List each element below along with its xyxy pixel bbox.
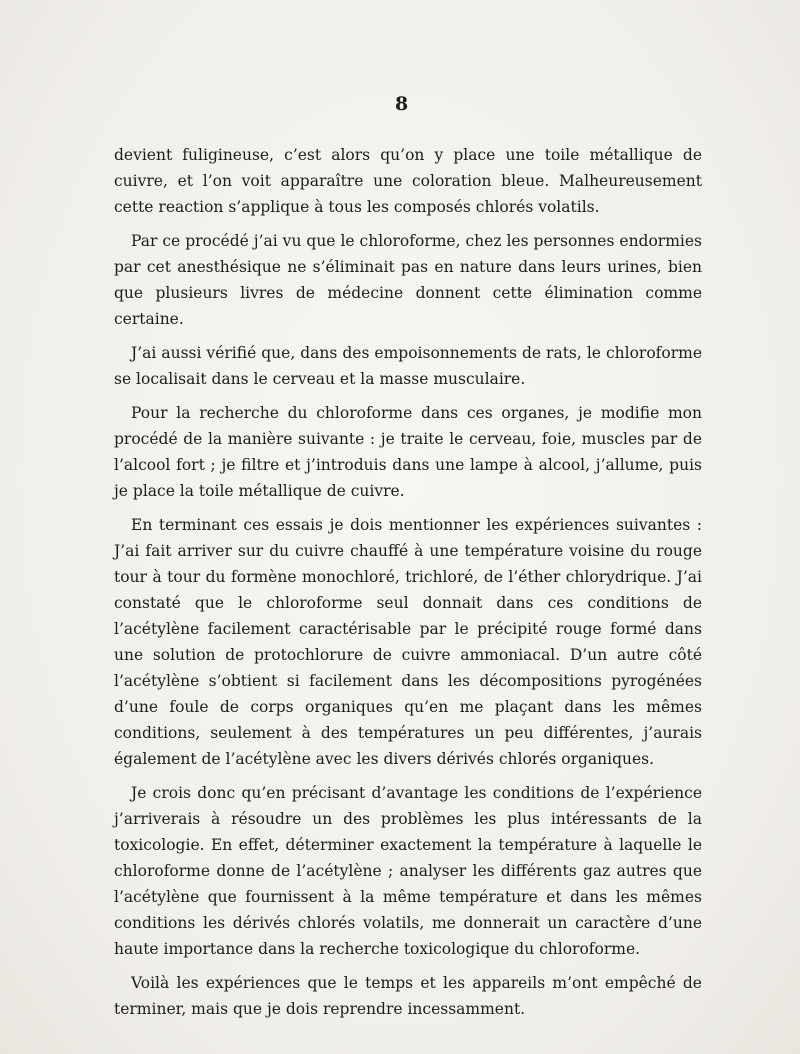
paragraph-6: Je crois donc qu’en précisant d’avantage les conditions de l’expérience j’arriverais à résoudre un des problèmes les plus intéressants de la toxicologie. En effet, déterminer exactement la température à laquelle le chloroforme donne de l’acétylène ; analyser les différents gaz autres que l’acétylène que fournissent à la même température et dans les mêmes conditions les dérivés chlorés volatils, me donnerait un caractère d’une haute importance dans la recherche toxicologique du chloroforme.: [114, 784, 702, 958]
page-number: 8: [395, 93, 410, 115]
paragraph-5: En terminant ces essais je dois mentionner les expériences suivantes : J’ai fait arriver sur du cuivre chauffé à une température voisine du rouge tour à tour du formène monochloré, trichloré, de l’éther chlorydrique. J’ai constaté que le chloroforme seul donnait dans ces conditions de l’acétylène facilement caractérisable par le précipité rouge formé dans une solution de protochlorure de cuivre ammoniacal. D’un autre côté l’acétylène s’obtient si facilement dans les décompositions pyrogénées d’une foule de corps organiques qu’en me plaçant dans les mêmes conditions, seulement à des températures un peu différentes, j’aurais également de l’acétylène avec les divers dérivés chlorés organiques.: [114, 516, 702, 768]
paragraph-2: Par ce procédé j’ai vu que le chloroforme, chez les personnes endormies par cet anesthésique ne s’éliminait pas en nature dans leurs urines, bien que plusieurs livres de médecine donnent cette élimination comme certaine.: [114, 232, 702, 328]
paragraph-7: Voilà les expériences que le temps et les appareils m’ont empêché de terminer, mais que je dois reprendre incessamment.: [114, 974, 702, 1018]
paragraph-3: J’ai aussi vérifié que, dans des empoisonnements de rats, le chloroforme se localisait dans le cerveau et la masse musculaire.: [114, 344, 702, 388]
paragraph-4: Pour la recherche du chloroforme dans ces organes, je modifie mon procédé de la manière suivante : je traite le cerveau, foie, muscles par de l’alcool fort ; je filtre et j’introduis dans une lampe à alcool, j’allume, puis je place la toile métallique de cuivre.: [114, 404, 702, 500]
paragraph-1: devient fuligineuse, c’est alors qu’on y place une toile métallique de cuivre, et l’on voit apparaître une coloration bleue. Malheureusement cette reaction s’applique à tous les composés chlorés volatils.: [114, 146, 702, 216]
body-text: [114, 142, 702, 1030]
